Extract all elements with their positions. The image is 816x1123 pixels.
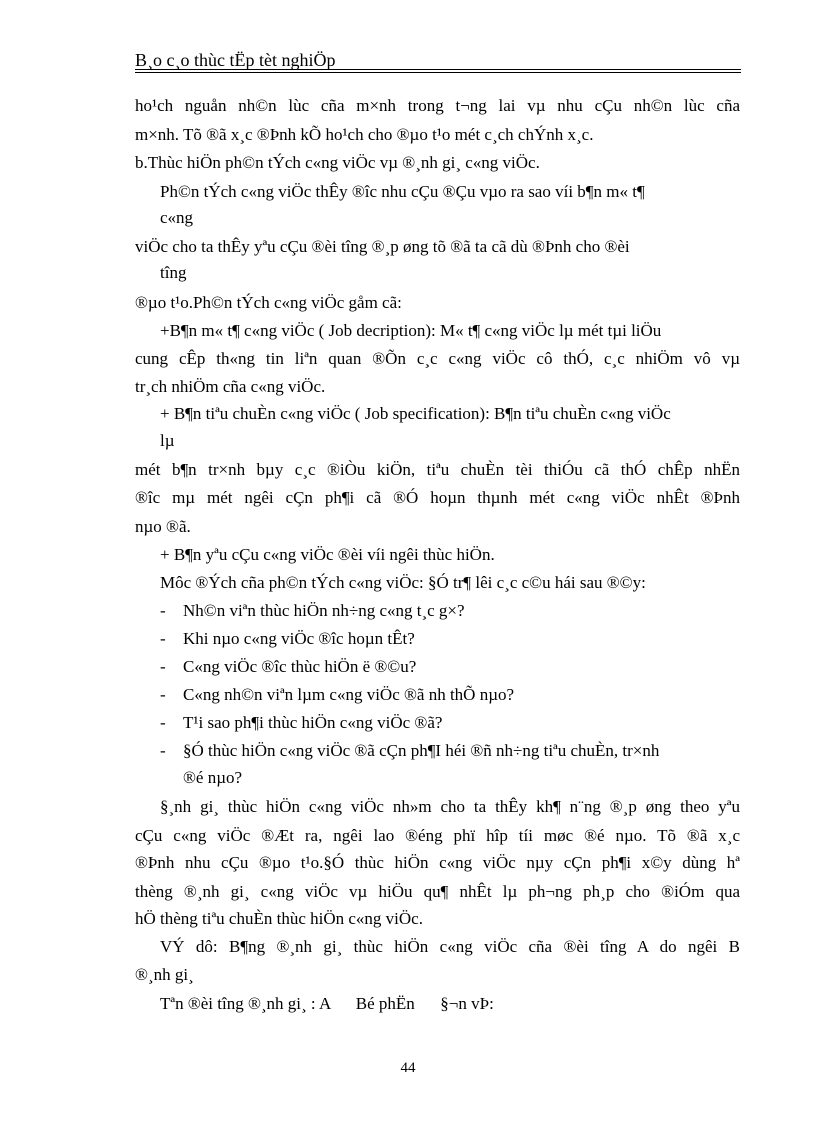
body-line: viÖc cho ta thÊy yªu cÇu ®èi tîng ®¸p øng tõ ®ã ta cã dù ®Þnh cho ®èi: [135, 237, 630, 256]
job-specification-line: + B¶n tiªu chuÈn c«ng viÖc ( Job specification): B¶n tiªu chuÈn c«ng viÖc: [160, 404, 671, 423]
bullet-dash: -: [160, 685, 166, 704]
purpose-line: Môc ®Ých cña ph©n tÝch c«ng viÖc: §Ó tr¶ lêi c¸c c©u hái sau ®©y:: [160, 573, 646, 592]
evaluation-line: thèng ®¸nh gi¸ c«ng viÖc vµ hiÖu qu¶ nhÊt lµ ph¬ng ph¸p cho ®iÓm qua: [135, 882, 740, 901]
list-item: Nh©n viªn thùc hiÖn nh÷ng c«ng t¸c g×?: [183, 601, 465, 620]
evaluation-line: cÇu c«ng viÖc ®Æt ra, ngêi lao ®éng phï hîp tíi møc ®é nµo. Tõ ®ã x¸c: [135, 826, 740, 845]
job-requirement-line: + B¶n yªu cÇu c«ng viÖc ®èi víi ngêi thùc hiÖn.: [160, 545, 495, 564]
job-description-line: tr¸ch nhiÖm cña c«ng viÖc.: [135, 377, 326, 396]
list-item-continuation: ®é nµo?: [183, 768, 243, 787]
body-line: tîng: [160, 263, 187, 282]
body-line: ®µo t¹o.Ph©n tÝch c«ng viÖc gåm cã:: [135, 293, 402, 312]
list-item: C«ng nh©n viªn lµm c«ng viÖc ®ã nh thÕ nµo?: [183, 685, 515, 704]
header-rule-top: [135, 69, 741, 70]
body-line: ho¹ch nguån nh©n lùc cña m×nh trong t¬ng lai vµ nhu cÇu nh©n lùc cña: [135, 96, 740, 115]
bullet-dash: -: [160, 713, 166, 732]
section-heading-b: b.Thùc hiÖn ph©n tÝch c«ng viÖc vµ ®¸nh gi¸ c«ng viÖc.: [135, 153, 540, 172]
header-rule-bottom: [135, 72, 741, 73]
job-specification-line: mét b¶n tr×nh bµy c¸c ®iÒu kiÖn, tiªu chuÈn tèi thiÓu cã thÓ chÊp nhËn: [135, 460, 740, 479]
bullet-dash: -: [160, 657, 166, 676]
job-specification-line: ®îc mµ mét ngêi cÇn ph¶i cã ®Ó hoµn thµnh mét c«ng viÖc nhÊt ®Þnh: [135, 488, 740, 507]
list-item: T¹i sao ph¶i thùc hiÖn c«ng viÖc ®ã?: [183, 713, 443, 732]
evaluation-line: hÖ thèng tiªu chuÈn thùc hiÖn c«ng viÖc.: [135, 909, 423, 928]
evaluation-line: §¸nh gi¸ thùc hiÖn c«ng viÖc nh»m cho ta thÊy kh¶ n¨ng ®¸p øng theo yªu: [160, 797, 740, 816]
list-item: §Ó thùc hiÖn c«ng viÖc ®ã cÇn ph¶I héi ®ñ nh÷ng tiªu chuÈn, tr×nh: [183, 741, 660, 760]
job-specification-line: nµo ®ã.: [135, 517, 191, 536]
example-line: ®¸nh gi¸: [135, 965, 194, 984]
body-line: Ph©n tÝch c«ng viÖc thÊy ®îc nhu cÇu ®Çu vµo ra sao víi b¶n m« t¶: [160, 182, 645, 201]
evaluation-line: ®Þnh nhu cÇu ®µo t¹o.§Ó thùc hiÖn c«ng viÖc nµy cÇn ph¶i x©y dùng hª: [135, 853, 740, 872]
bullet-dash: -: [160, 601, 166, 620]
bullet-dash: -: [160, 629, 166, 648]
page-number: 44: [400, 1060, 416, 1076]
body-line: m×nh. Tõ ®ã x¸c ®Þnh kÕ ho¹ch cho ®µo t¹o mét c¸ch chÝnh x¸c.: [135, 125, 594, 144]
body-line: c«ng: [160, 208, 194, 227]
list-item: C«ng viÖc ®îc thùc hiÖn ë ®©u?: [183, 657, 417, 676]
bullet-dash: -: [160, 741, 166, 760]
job-description-line: +B¶n m« t¶ c«ng viÖc ( Job decription): M« t¶ c«ng viÖc lµ mét tµi liÖu: [160, 321, 662, 340]
evaluation-form-fields: Tªn ®èi tîng ®¸nh gi¸ : A Bé phËn §¬n vÞ:: [160, 994, 494, 1013]
job-specification-line: lµ: [160, 431, 175, 450]
running-header-title: B¸o c¸o thùc tËp tèt nghiÖp: [135, 50, 336, 70]
job-description-line: cung cÊp th«ng tin liªn quan ®Õn c¸c c«ng viÖc cô thÓ, c¸c nhiÖm vô vµ: [135, 349, 740, 368]
list-item: Khi nµo c«ng viÖc ®îc hoµn tÊt?: [183, 629, 415, 648]
example-line: VÝ dô: B¶ng ®¸nh gi¸ thùc hiÖn c«ng viÖc cña ®èi tîng A do ngêi B: [160, 937, 740, 956]
